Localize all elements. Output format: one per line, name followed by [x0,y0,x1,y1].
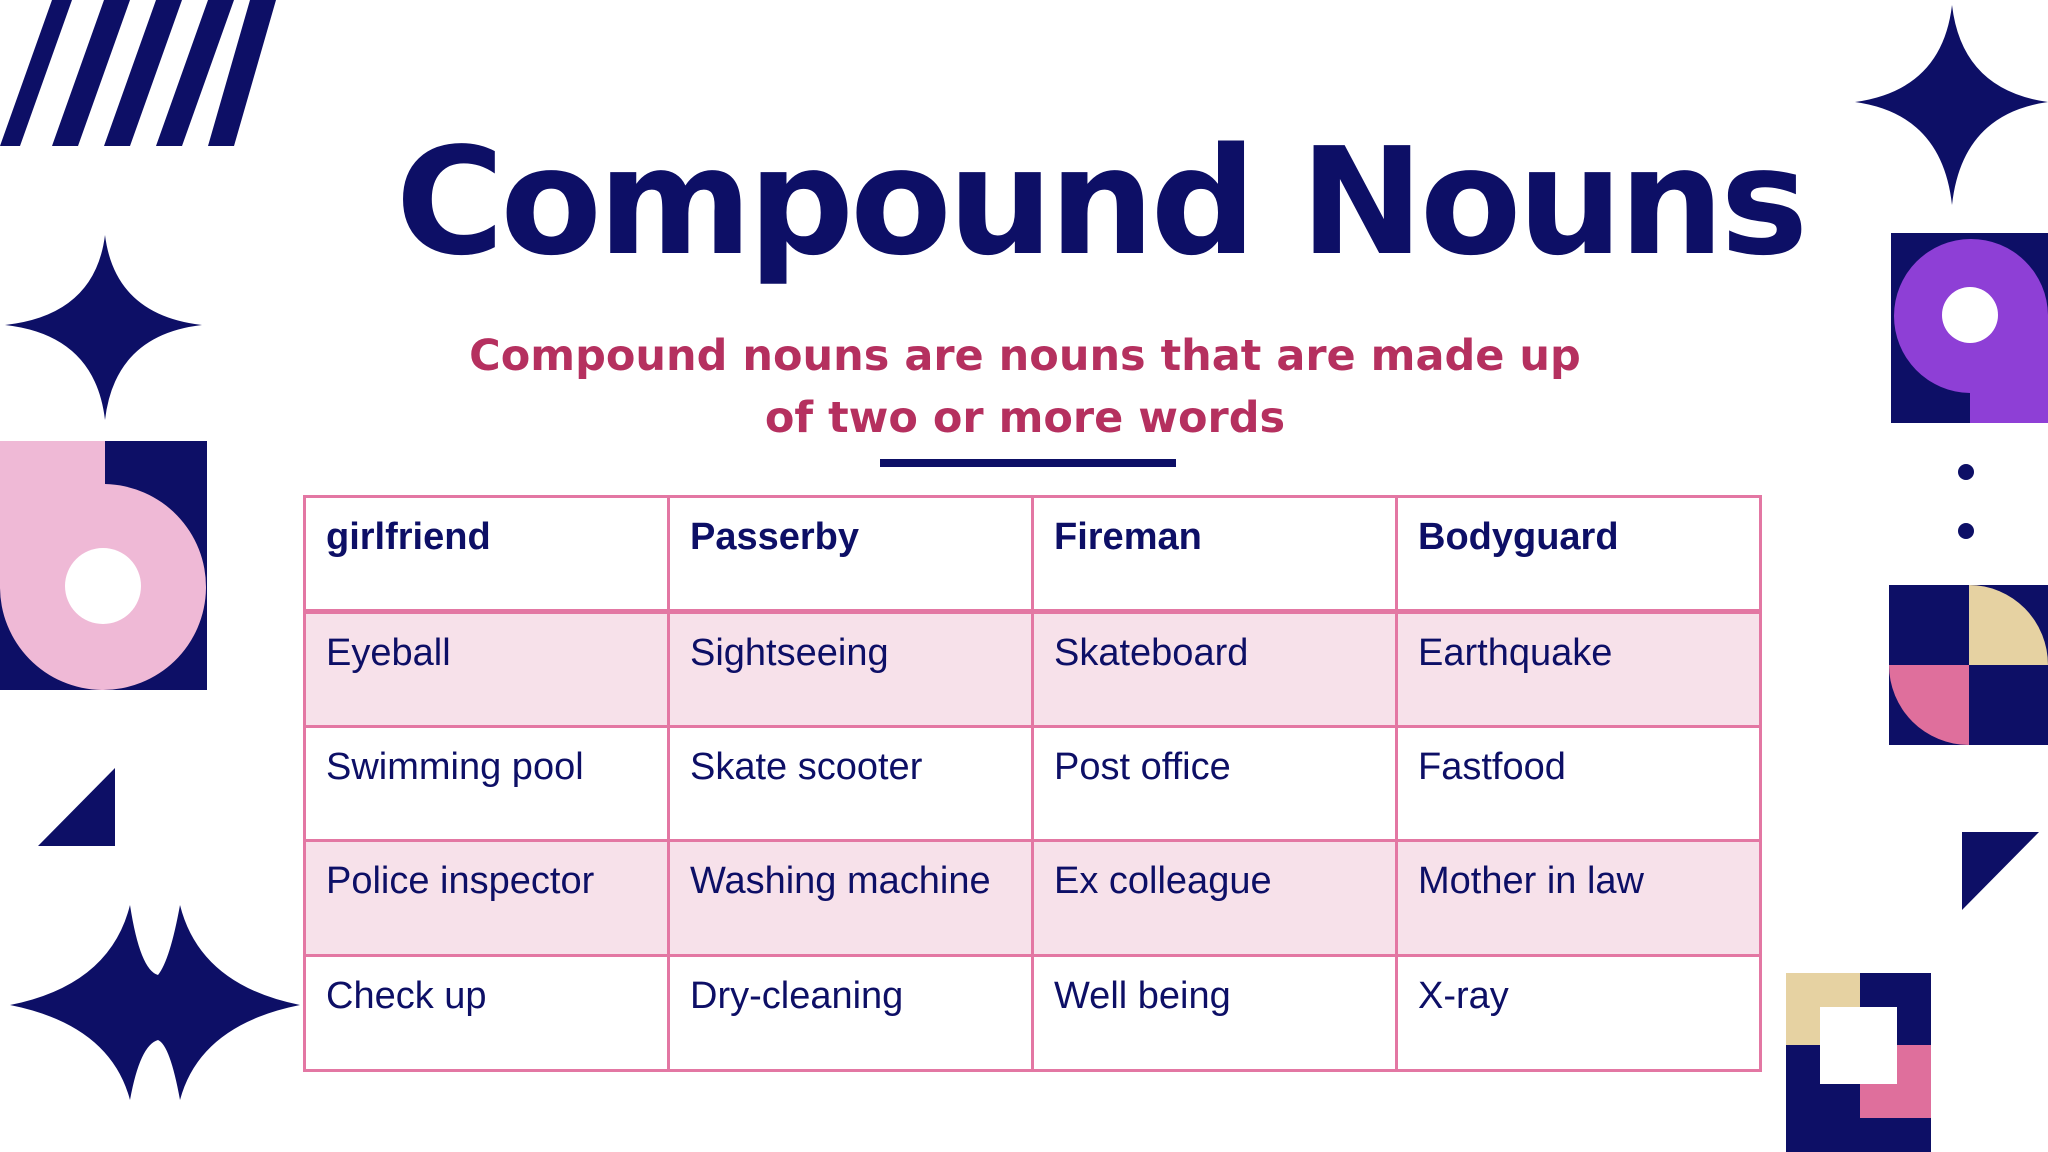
subtitle-line-1: Compound nouns are nouns that are made up [469,331,1581,381]
table-cell: Skate scooter [669,726,1033,841]
triangle-decoration-right [1962,832,2039,910]
table-cell: Sightseeing [669,611,1033,726]
table-header-row [305,497,1761,612]
compound-nouns-table [303,495,1762,1072]
burst-decoration-bottom-left [10,905,300,1100]
table-cell: Washing machine [669,841,1033,956]
subtitle-underline [880,459,1176,467]
mosaic-block-decoration [1889,585,2048,745]
table-cell: Ex colleague [1033,841,1397,956]
table-cell: Skateboard [1033,611,1397,726]
table-cell: Post office [1033,726,1397,841]
table-row [305,841,1761,956]
triangle-decoration-left [38,768,115,846]
dot-decoration-bottom [1958,523,1974,539]
table-cell: Fireman [1033,497,1397,612]
table-cell: Dry-cleaning [669,956,1033,1071]
star-decoration-left [5,235,202,420]
square-frame-decoration [1786,973,1931,1152]
table-row [305,611,1761,726]
table-cell: Police inspector [305,841,669,956]
slide-title: Compound Nouns [395,116,1805,288]
table-cell: Check up [305,956,669,1071]
table-cell: Mother in law [1397,841,1761,956]
table-cell: girlfriend [305,497,669,612]
table-cell: Bodyguard [1397,497,1761,612]
table-cell: Swimming pool [305,726,669,841]
purple-ring-block-decoration [1891,233,2048,423]
subtitle-line-2: of two or more words [764,393,1286,443]
table-cell: Earthquake [1397,611,1761,726]
table-row [305,726,1761,841]
table-cell: Eyeball [305,611,669,726]
table-cell: Fastfood [1397,726,1761,841]
table-cell: X-ray [1397,956,1761,1071]
pink-ring-block-decoration [0,441,207,690]
table-row [305,956,1761,1071]
diagonal-stripes-decoration [0,0,276,146]
slide-subtitle [440,325,1610,449]
table-cell: Passerby [669,497,1033,612]
table-cell: Well being [1033,956,1397,1071]
star-decoration-right [1855,5,2048,205]
dot-decoration-top [1958,464,1974,480]
